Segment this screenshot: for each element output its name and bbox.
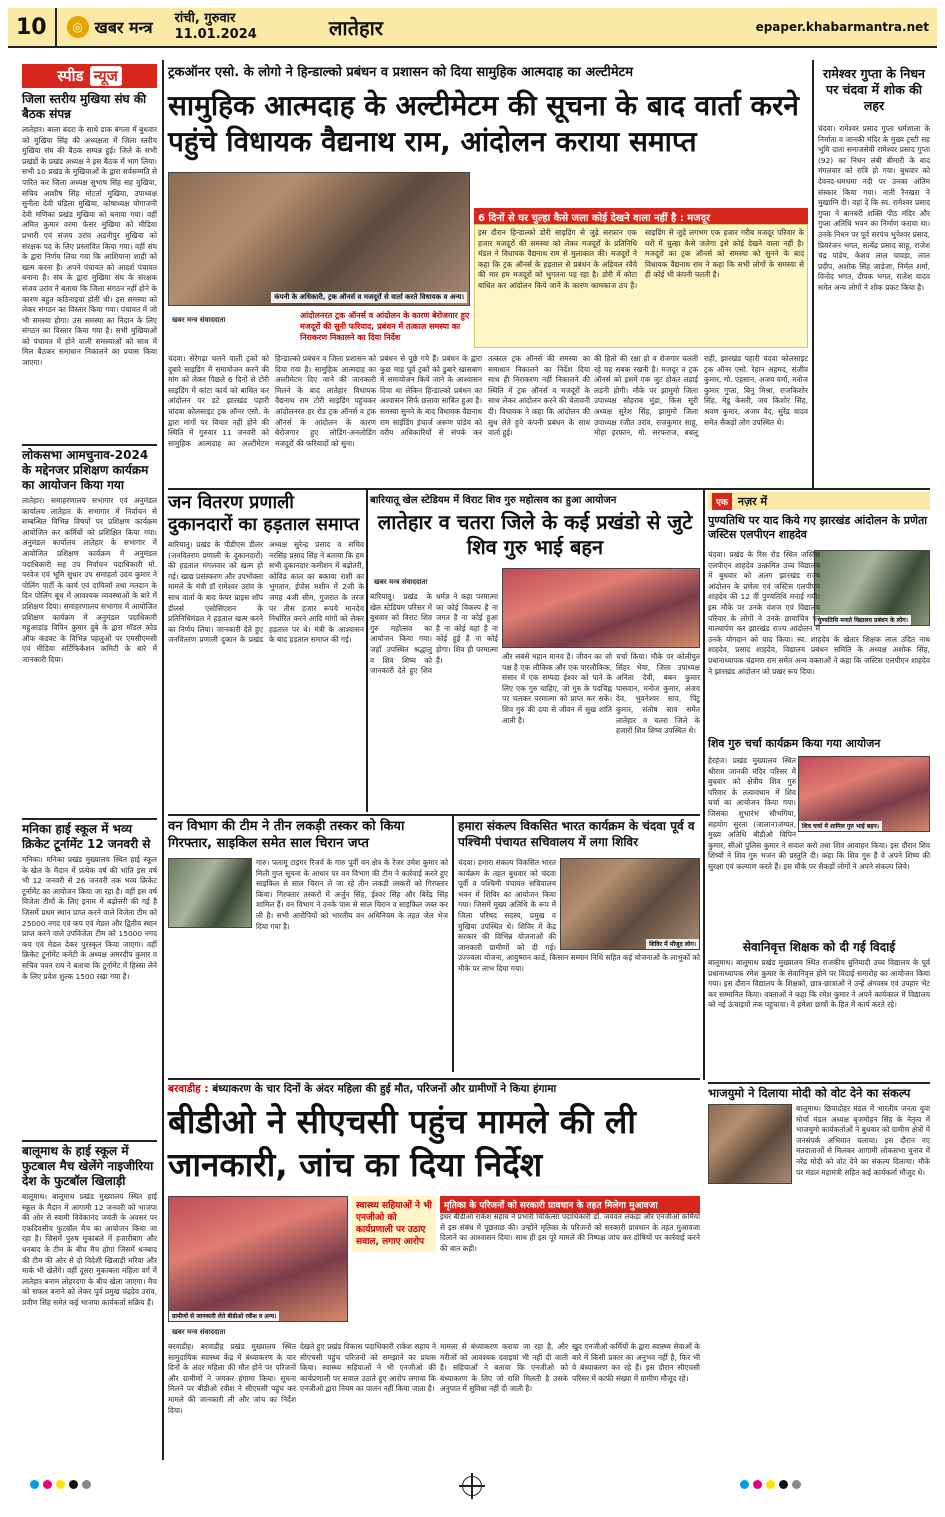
van-vibhag-headline: वन विभाग की टीम ने तीन लकड़ी तस्कर को किया गिरफ्तार, साइकिल समेत साल चिरान जप्त <box>168 819 405 851</box>
issue-date: 11.01.2024 <box>174 27 257 42</box>
right-story-1-caption: पुण्यतिथि मनाते विद्यालय प्रबंधन के लोग। <box>815 615 911 625</box>
bdo-body-3: इधर बीडीओ राकेश सहाय ने प्रभारी चिकित्सा पदाधिकारी डॉ. जयवंत लकड़ा और एनजीओ कर्मियों से इस संबंध में पूछताछ की। उन्होंने मृतिका के परिजनों को सरकारी प्रावधान के तहत मुआवजा दिलाने का आश्वासन दिया। साथ ही इस पूरे मामले की निष्पक्ष जांच कर दोषियों पर कार्रवाई करने की बात कही। <box>440 1212 700 1253</box>
right-story-3-body: बालूमाथ। बालूमाथ प्रखंड मुख्यालय स्थित राजकीय बुनियादी उच्च विद्यालय के पूर्व प्रधानाध्यापक रमेश कुमार के सेवानिवृत्त होने पर विदाई समारोह का आयोजन किया गया। इस दौरान विद्यालय के शिक्षकों, छात्र-छात्राओं ने उन्हें अंगवस्त्र एवं उपहार भेंट कर सम्मानित किया। वक्ताओं ने कहा कि रमेश कुमार ने अपने कार्यकाल में विद्यालय को नई ऊंचाइयों तक पहुंचाया। वे हमेशा छात्रों के हित में कार्य करते रहे। <box>708 958 930 1010</box>
right-story-1-headline: पुण्यतिथि पर याद किये गए झारखंड आंदोलन के प्रणेता जस्टिस एलपीएन शाहदेव <box>708 514 928 541</box>
registration-dot <box>56 1480 65 1489</box>
left-story-3-body: मनिका। मनिका प्रखंड मुख्यालय स्थित हाई स्कूल के खेल के मैदान में प्रत्येक वर्ष की भांति इस वर्ष भी 12 जनवरी से 26 जनवरी तक भव्य क्रिकेट टूर्नामेंट का आयोजन किया जा रहा है। वहीं इस वर्ष विजेता टीमों के लिए इनाम में बढ़ोत्तरी की गई है जिसमें प्रथम स्थान प्राप्त करने वाले विजेता टीम को 25000 नगद एवं कप एवं मेडल और द्वितीय स्थान प्राप्त करने वाले उपविजेता टीम को 15000 नगद कप एवं मेडल देकर पुरस्कृत किया जाएगा। वहीं क्रिकेट टूर्नामेंट कमेटी के अध्यक्ष अमरदीप कुमार व सचिव पवन राय ने बताया कि टूर्नामेंट में हिस्सा लेने के लिए प्रवेश शुल्क 1500 रखा गया है। <box>22 855 157 981</box>
van-vibhag-text: गारु। पलामू टाइगर रिजर्व के गारु पूर्वी वन क्षेत्र के रेंजर उमेश कुमार को मिली गुप्त सूचना के आधार पर वन विभाग की टीम ने कार्रवाई करते हुए साइकिल से साल चिरान ले जा रहे तीन लकड़ी तस्करों को गिरफ्तार किया। गिरफ्तार तस्करों में अर्जुन सिंह, ईश्वर सिंह और बिरेंद्र सिंह शामिल हैं। वन विभाग ने उनके पास से साल चिरान व साइकिल जब्त कर ली है। सभी आरोपियों को भारतीय वन अधिनियम के तहत जेल भेज दिया गया है। <box>256 858 448 931</box>
registration-crosshair-icon <box>462 1476 482 1496</box>
bdo-byline: खबर मन्त्र संवाददाता <box>172 1328 226 1336</box>
left-story-2 <box>22 448 157 816</box>
shiv-guru-strap: बारियातू खेल स्टेडियम में विराट शिव गुरु महोत्सव का हुआ आयोजन <box>370 495 617 506</box>
lead-body-3: की हितो की रक्षा हो व रोजगार चलती रहे यह सबक रखनी है। मजदूर व ट्रक ऑनर्स को इसमें एक जुट होकर लड़ाई लड़नी होगी। मौके पर झामुमो जिला उपाध्यक्ष सोहराब मुंडा, किस सूरी अध्यक्ष सुरेश सिंह, झामुमो जिला उपाध्यक्ष रंजीत उरांव, राजकुमार साहू, मोहा इरफान, मो. सरफराज, बबलू राही, झारखंड पहारी चंदवा कोलसाइट ट्रक ऑनर एसो. रेहान अहमद, संजीव कुमार, मो. एहसान, अजय वर्मा, मनोज कुमार गुप्ता, बिनु मिश्रा, राजकिशोर सिंह, मेडू केसरी, जय किशोर सिंह, श्रवण कुमार, अजय वैद, सुरेंद्र यादव समेत सैकड़ों लोग उपस्थित थे। <box>594 354 808 438</box>
jan-vitaran-headline: जन वितरण प्रणाली दुकानदारों का हड़ताल समाप्त <box>168 492 360 535</box>
divider <box>168 814 700 816</box>
shiv-guru-headline: लातेहार व चतरा जिले के कई प्रखंडो से जुटे शिव गुरु भाई बहन <box>377 510 693 559</box>
bdo-body-2: देखते हुए प्रखंड विकास पदाधिकारी राकेश सहाय ने सीएचसी पहुंच परिजनों को समझाने का प्रयास किया। स्वास्थ्य सहियाओं ने भी एनजीओ की कार्यप्रणाली पर सवाल उठाते हुए आरोप लगाया कि एनजीओ द्वारा नियम का पालन नहीं किया जाता है। <box>300 1342 436 1394</box>
lead-sidebar-body: इस दौरान हिन्डाल्को डोरी साइडिंग से जुड़े सरफ़ान एक हजार मजदूरों की समस्या को लेकर मजदूरों के प्रतिनिधि मंडल ने विधायक वैद्यनाथ राम से मुलाकात की। मजदूरों ने कहा कि ट्रक ऑनर्स के हड़ताल से प्रबंधन के अड़ियल रवैये की मार हम मजदूरों को भुगतना पड़ रहा है। डोरी में कोटा बाधित कर आंदोलन किये जाने के कारण कामकाज ठप है। साइडिंग से जुड़े लगभग एक हजार गरीब मजदूर परिवार के घरों में चुल्हा कैसे जलेगा इसे कोई देखने वाला नहीं है। मजदूरों का ट्रक ऑनर्स को समस्या को सुनने के बाद विधायक वैद्यनाथ राम ने कहा कि सभी लोगों के समस्या से ही कोई भी कंपनी चलती है। <box>478 228 804 290</box>
lead-body-2: प्रबंधन से पूछे गये हैं। प्रबंधन के द्वारा कुछ माह पूर्व ट्रकों को डुबारे खासबाग में समायोजन किये जाने के आश्वासन दिया था लेकिन हिन्डाल्को प्रबंधन का अश्वासन सिर्फ छलावा साबित हुआ है। समस्या सुनने के बाद विधायक वैद्यनाथ राम साईडिंग इंचार्ज अरूण पांडेय को वरीय अधिकारियों से संपर्क कर तत्काल ट्रक ऑनर्स की समस्या का समाधान निकालने का निर्देश दिया साथ ही निराकरण नहीं निकालने की स्थिति में ट्रक ऑनर्स व मजदूरों के साथ लेकर आंदोलन करने की चेतावनी दी। विधायक ने कहा कि आंदोलन की सुध लेते हुये कंपनी प्रबंधन के साथ वार्ता हुई। <box>380 354 590 438</box>
column-rule <box>812 60 814 490</box>
section-title: लातेहार <box>328 15 383 40</box>
speed-news-label-a: स्पीड <box>57 67 84 85</box>
spacer <box>168 858 256 930</box>
shiv-guru-byline: खबर मन्त्र संवाददाता <box>374 578 428 586</box>
shiv-guru-photo <box>502 568 700 648</box>
left-story-3 <box>22 822 157 1140</box>
right-story-4-headline: भाजयुमो ने दिलाया मोदी को वोट देने का संकल्प <box>708 1086 911 1100</box>
divider <box>22 1140 157 1142</box>
lead-quote: आंदोलनरत ट्रक ऑनर्स व आंदोलन के कारण बेरोजगार हुए मजदूरों की सुनी फरियाद, प्रबंधन में तत्काल समस्या का निराकरण निकालने का दिया निर्देश <box>300 311 470 342</box>
lead-sidebar-box <box>474 224 808 348</box>
obit-headline: रामेश्वर गुप्ता के निधन पर चंदवा में शोक की लहर <box>823 66 925 113</box>
lead-photo <box>168 172 470 306</box>
lead-sidebar-headline: 6 दिनों से घर चुल्हा कैसे जला कोई देखने वाला नहीं है : मजदूर <box>474 208 808 226</box>
right-story-4-body <box>708 1104 930 1460</box>
column-rule <box>162 60 164 1460</box>
registration-dot <box>740 1480 749 1489</box>
bdo-strap-text: बंध्याकरण के चार दिनों के अंदर महिला की हुई मौत, परिजनों और ग्रामीणों ने किया हंगामा <box>212 1083 557 1095</box>
spacer <box>556 858 700 952</box>
bdo-body-1: बरवाडीह। बरवाडीह प्रखंड मुख्यालय स्थित सामुदायिक स्वास्थ्य केंद्र में बंध्याकरण के चार दिनों के अंदर महिला की मौत होने पर परिजनों और ग्रामीणों ने जमकर हंगामा किया। सूचना मिलने पर बीडीओ रवीश ने सीएचसी पहुंच कर मामले की जानकारी ली और जांच का निर्देश दिया। <box>168 1342 296 1415</box>
left-story-2-headline: लोकसभा आमचुनाव-2024 के मद्देनजर प्रशिक्षण कार्यक्रम का आयोजन किया गया <box>22 448 149 492</box>
divider <box>708 1082 930 1084</box>
lead-byline: खबर मन्त्र संवाददाता <box>172 316 226 324</box>
shiv-guru-body-1: बारियातू। प्रखंड के खेल स्टेडियम परिसर में बुधवार को विराट शिव गुरु महोत्सव का आयोजन किया गया। जहाँ उपस्थित श्रद्धालु व शिव शिष्य को जानकारी देते हुए शिव धर्मज्ञ ने कहा परमात्मा का कोई विकल्प है ना जगत है ना कोई हुआ है ना कोई यहां है ना कोई हुई है ना कोई होगा। शिव ही परमात्मा हैं। <box>370 592 498 676</box>
epaper-url[interactable]: epaper.khabarmantra.net <box>755 20 929 34</box>
ek-nazar-title: नज़र में <box>737 494 768 508</box>
column-rule <box>452 816 454 1072</box>
right-story-2-text: हेरहंज। प्रखंड मुख्यालय स्थित श्रीराम जानकी मंदिर परिसर में बुधवार को क्षेत्रीय शिव गुरु परिवार के तत्वावधान में शिव चर्चा का आयोजन किया गया। जिसका शुभारंभ सौभगिया, सहयोग सुरता (जालान)जंग्यत, मुख्य अतिथि बीडीओ विपिन कुमार, सीओ पुलिस कुमार ने सवाल करो तथा शिव आवाहन किया। इस दौरान शिव शिष्यों ने शिव गुरु भजन की प्रस्तुति दी। कहा कि शिव गुरु हैं वे अपने शिष्य की सुरक्षा एवं कल्याण करते हैं। इस मौके पर सैकड़ों लोगों ने अपने संकल्प लिये। <box>708 756 930 871</box>
registration-marks-left <box>30 1480 91 1489</box>
right-story-2-body <box>708 756 930 936</box>
registration-dot <box>69 1480 78 1489</box>
right-story-2-headline: शिव गुरु चर्चा कार्यक्रम किया गया आयोजन <box>708 737 881 750</box>
spacer <box>708 1104 796 1186</box>
bdo-headline: बीडीओ ने सीएचसी पहुंच मामले की ली जानकारी, जांच का दिया निर्देश <box>168 1102 636 1184</box>
shiv-guru-body-2: और सबसे महान मानव है। जीवन का जो पक्ष है एक लौकिक और एक पारलौकिक, संसार में एक सम्पदा ईश्वर को पाने के लिए एक गुरु चाहिए, जो गुरु के पदचिह्न पर चलकर परमात्मा को प्राप्त कर सके। शिव गुरु की दया से जीवन में सुख शांति आती है। <box>502 652 612 725</box>
registration-dot <box>766 1480 775 1489</box>
bdo-photo-caption: ग्रामीणों से जानकारी लेते बीडीओ रवीश व अन्य। <box>169 1311 279 1321</box>
lead-strap: ट्रकऑनर एसो. के लोगो ने हिन्डाल्को प्रबंधन व प्रशासन को दिया सामुहिक आत्मदाह का अल्टीमेटम <box>168 65 633 80</box>
van-vibhag-body <box>168 858 448 1068</box>
divider <box>22 818 157 820</box>
left-story-3-headline: मनिका हाई स्कूल में भव्य क्रिकेट टूर्नामेंट 12 जनवरी से <box>22 822 151 851</box>
divider <box>168 1078 700 1080</box>
logo-icon: ◎ <box>67 16 89 38</box>
divider <box>168 488 930 490</box>
registration-dot <box>82 1480 91 1489</box>
divider <box>22 444 157 446</box>
ek-nazar-tag: एक <box>712 493 732 510</box>
lead-photo-caption: कंपनी के अधिकारी, ट्रक ऑनर्स व मजदूरों से वार्ता करते विधायक व अन्य। <box>271 292 467 303</box>
right-story-3-headline: सेवानिवृत्त शिक्षक को दी गई विदाई <box>742 940 896 954</box>
bdo-strap <box>168 1082 700 1096</box>
column-rule <box>366 490 368 812</box>
shiv-guru-body-3: चर्चा किया। मौके पर कोलीयुत सिंहर भेया, जिला उपाध्यक्ष अनिता देवी, बबन कुमार पासवान, मनोज कुमार, अंजय देव, भुवनेश्वर साव, पिंटू कुमार, संतोष साव समेत लातेहार व चतरा जिले के हजारों शिव शिष्य उपस्थित थे। <box>616 652 700 736</box>
logo <box>57 16 163 38</box>
bdo-quote: स्वास्थ्य सहियाओं ने भी एनजीओ को कार्यप्रणाली पर उठाए सवाल, लगाए आरोप <box>352 1196 436 1252</box>
spacer <box>796 756 930 836</box>
speed-news-header <box>22 64 157 88</box>
lead-body-1: चंदवा। सेरेगढ़ा चलने वाली ट्रकों को दुबारे साइडिंग में समायोजन करने की मांग को लेकर पिछले 6 दिनों से टोरी साइडिंग में कांटा कार्य को बाधित कर आंदोलन पर डटे झारखंड पहारी चांदवा कोलसाइट ट्रक ऑनर एसो. के द्वारा मांगों पर विचार नहीं होने की स्थिति में गुरुवार 11 जनवरी को सामुहिक आत्मदाह का अल्टीमेटम हिन्डाल्को प्रबंधन व जिला प्रशासन को दिया गया है। सामुहिक आत्मदाह का अल्टीमेटम दिए जाने की जानकारी मिलने के बाद लातेहार विधायक वैद्यनाथ राम टोरी साइडिंग पहुंचकर आंदोलनरत हर रोड ट्रक ऑनर्स व ट्रक ऑनर्स के आंदोलन के कारण बेरोजगार हुए लोडिंग-अनलोडिंग मजदूरों की फरियादों को सुना। <box>168 354 376 448</box>
right-story-2-caption: शिव चर्चा में शामिल गुरु भाई बहन। <box>799 821 882 831</box>
left-story-4 <box>22 1144 157 1487</box>
right-story-1-text: चंदवा। प्रखंड के रिस रोड स्थित जस्टिस एलपीएन शाहदेव उत्क्रमित उच्च विद्यालय में बुधवार को अलग झारखंड राज्य आंदोलन के प्रणेता एवं जस्टिस एलपीएन शाहदेव की 12 वीं पुण्यतिथि मनाई गयी। इस मौके पर उनके वंशज एवं विद्यालय परिवार के लोगों ने उनके छायाचित्र पर माल्यार्पण कर झारखंड राज्य आंदोलन में उनके योगदान को याद किया। स्व. शाहदेव के खेतार शिक्षक लाल उदित नाथ शाहदेव, प्रसाद शाहदेव, विद्यालय प्रबंधन समिति के अध्यक्ष अशोक सिंह, प्रधानाध्यापक चंद्रमण राम समेत अन्य वक्ताओं ने कहा कि जस्टिस एलपीएन शाहदेव ने झारखंड आंदोलन को प्रखर रूप दिया। <box>708 550 930 676</box>
page-number: 10 <box>8 8 57 46</box>
left-story-2-body: लातेहार। समाहरणालय सभागार एवं अनुमंडल कार्यालय लातेहार के सभागार में निर्वाचन से सम्बन्धित विभिन्न विषयों पर प्रशिक्षण कार्यक्रम आयोजित कर कर्मियों को प्रशिक्षित किया गया। अनुमंडल कार्यालय लातेहार के सभागार में आयोजित प्रशिक्षण कार्यक्रम में अनुमंडल पदाधिकारी सह उप निर्वाचन पदाधिकारी मो. परवेज एवं भूमि सुधार उप समाहर्ता उदय कुमार ने पोलिंग पार्टी के कार्य एवं दायित्वों तथा मतदान के दिन पोलिंग बूथ में आवश्यक व्यवस्थाओं के बारे में प्रशिक्षण दिया। समाहरणालय सभागार में आयोजित प्रशिक्षण कार्यक्रम में अनुमंडल पदाधिकारी महुआडांड़ विपिन कुमार दुबे के द्वारा मॉडल कोड ऑफ कंडक्ट के विभिन्न पहलुओं पर एमसीएमसी एवं मीडिया सर्टिफिकेशन कमिटी के बारे में जानकारी दिया। <box>22 496 157 664</box>
registration-marks-right <box>740 1480 801 1489</box>
left-story-4-headline: बालूमाथ के हाई स्कूल में फुटबाल मैच खेलेंगे नाइजीरिया देश के फुटबॉल खिलाड़ी <box>22 1144 154 1188</box>
sankalp-headline: हमारा संकल्प विकसित भारत कार्यक्रम के चंदवा पूर्व व पश्चिमी पंचायत सचिवालय में लगा शिविर <box>458 819 695 849</box>
right-story-4-text: बालूमाथ। छिपादोहर मंडल में भारतीय जनता युवा मोर्चा मंडल अध्यक्ष बृजमोहन सिंह के नेतृत्व में भाजयुमो कार्यकर्ताओं ने बुधवार को ग्रामीण क्षेत्रों में जनसंपर्क अभियान चलाया। इस दौरान नए मतदाताओं से मिलकर आगामी लोकसभा चुनाव में नरेंद्र मोदी को वोट देने का संकल्प दिलाया। मौके पर मंडल महामंत्री सहित कई कार्यकर्ता मौजूद थे। <box>796 1104 930 1177</box>
dateline <box>163 11 269 43</box>
spacer <box>820 550 930 630</box>
jan-vitaran-body: बारियातू। प्रखंड के पीडीएस डीलर (जनवितरण प्रणाली के दुकानदारों) की हड़ताल मंगलवार को खत्म हो गई। खाद्य प्रसंस्करण और उपभोक्ता मामले के मंत्री डॉ रामेश्वर उरांव के साथ वार्ता के बाद फेयर प्राइस शॉप डीलर्स एसोसिएशन के प्रतिनिधिमंडल ने हड़ताल खत्म करने का निर्णय लिया। जानकारी देते हुए जनवितरण प्रणाली दुकान के प्रखंड अध्यक्ष सुरेन्द्र प्रसाद व सचिव नरसिंह प्रसाद सिंह ने बताया कि हम सभी दुकानदार कमीशन में बढ़ोतरी, कोविड काल का बकाया राशी का भुगतान, ईपोस मशीन में 2जी के जगह 4जी सीम, गुजरात के तरज पर तीस हजार रूपये मानदेय निर्धारित करने आदि मांगों को लेकर हड़ताल पर थे। मंत्री के आश्वासन के बाद हड़ताल समाप्त की गई। <box>168 540 364 645</box>
left-story-4-body: बालूमाथ। बालूमाथ प्रखंड मुख्यालय स्थित हाई स्कूल के मैदान में आगामी 12 जनवरी को भाजपा की ओर से स्वामी विवेकानंद जयंती के अवसर पर एकदिवसीय फुटबॉल मैच का आयोजन किया जा रहा है। जिसमें पुरुष मुकाबले में हजारीबाग और धनबाद के टीम के बीच मैच होगा जिसमें धनबाद की टीम की ओर से दो विदेशी खिलाड़ी मरिया और मार्क भी खेलेंगे। वहीं दूसरा मुकाबला महिला वर्ग में लातेहार बनाम लोहरदगा के बीच खेला जाएगा। मैच को सफल बनाने को लेकर पूर्व प्रमुख चंद्रदेव उरांव, प्रवीण सिंह समेत कई भाजपा कार्यकर्ता सक्रिय हैं। <box>22 1192 157 1307</box>
bdo-body-4: मामला से बंध्याकरण कराया जा रहा है, और मरीजों को आवश्यक दवाइयां भी नहीं दी जाती है। सहियाओं ने बताया कि एनजीओ को बंध्याकरण के लिए जो राशि मिलती है उसके अनुपात में सुविधा नहीं दी जाती है। <box>440 1342 568 1394</box>
ek-nazar-header <box>708 492 930 510</box>
left-story-1-headline: जिला स्तरीय मुखिया संघ की बैठक संपन्न <box>22 92 147 121</box>
sankalp-body <box>458 858 700 1068</box>
obit-body: चंदवा। रामेश्वर प्रसाद गुप्ता धर्मशाला के निर्माता व जानकी मंदिर के मुख्य ट्रस्टी सह भूमि दाता समाजसेवी रामेश्वर प्रसाद गुप्ता (92) का निधन लंबी बीमारी के बाद मंगलवार को रात्रि हो गया। बुधवार को देवनद-धमधमा नदी पर उनका अंतिम संस्कार किया गया। नाती रैनखरा ने मुखाग्नि दी। वहां दें कि स्व. रामेश्वर प्रसाद गुप्ता ने बानबरी शक्ति पीठ मंदिर और गुप्ता अतिथि भवन का निर्माण कराया था। उनके निधन पर पूर्व सरपंच भुनेश्वर प्रसाद, प्रियरंजन भगत, सत्येंद्र प्रसाद साहू, राजेश चंद्र पांडेय, केशव लाल चावड़ा, लाल प्रदीप, अशोक सिंह जाड़ेजा, निर्मल शर्मा, विनोद भगत, दीपक भगत, राजेश यादव समेत अन्य लोगों ने शोक प्रकट किया है। <box>818 124 930 292</box>
left-story-1-body: लातेहार। बाला बंदरा के साथे डाक बंगला में बुधवार को मुखिया सिंह की अध्यक्षता में जिला स्तरीय मुखिया संघ की बैठक सम्पन्न हुई। जिले के सभी प्रखंडों के प्रखंड अध्यक्ष ने इस बैठक में भाग लिया। सभी 10 प्रखंड के मुखियाओं के द्वारा सर्वसम्मति से पारित कर जिला अध्यक्ष सुभाष सिंह सह मुखिया, सचिव आशीष सिंह मोटर्ता मुखिया, उपाध्यक्ष सुनीता देवी चंडिला मुखिया, कोषाध्यक्ष योगाजनी देवी मणिका प्रखंड मुखिया को बनाया गया। वहीं अमित कुमार वरमा फेसर मुखिया को मीडिया प्रभारी एवं संजय उरांव अडनीपुर मुखिया को संरक्षक पद के लिए प्रस्तावित किया गया। वहीं संघ के द्वारा निर्णय लिया गया कि आशियाना शाही को खत्म करना है। अपने पंचायत को आदर्श पंचायत बनाना है। संघ के द्वारा मुखिया संघ के संरक्षक संजय उरांव ने बताया कि जिला संगठन नहीं होने के कारण बहुत कठिनाइयां होती थी। इस समस्या को लेकर संगठन का विस्तार किया गया। पंचायत में जो भी समस्या होगा। उस समस्या का निदान के लिए संगठन का विस्तार किया गया है। सभी मुखियाओं को पंचायत में होने वाली समस्याओं को साथ में मिल बैठकर समाधान निकालने का प्रयास किया जाएगा। <box>22 125 157 368</box>
place-day: रांची, गुरुवार <box>174 11 236 26</box>
sankalp-text: चंदवा। हमारा संकल्प विकसित भारत कार्यक्रम के तहत बुधवार को चंदवा पूर्वी व पश्चिमी पंचायत सचिवालय भवन में शिविर का आयोजन किया गया। जिसमें मुख्य अतिथि के रूप में जिला परिषद सदस्य, प्रमुख व मुखिया उपस्थित थे। शिविर में केंद्र सरकार की विभिन्न योजनाओं की जानकारी ग्रामीणों को दी गई। उज्ज्वला योजना, आयुष्मान कार्ड, किसान सम्मान निधि सहित कई योजनाओं के लाभुकों को मौके पर लाभ दिया गया। <box>458 858 700 973</box>
right-story-1-body <box>708 550 930 732</box>
registration-dot <box>30 1480 39 1489</box>
bdo-photo <box>168 1196 348 1322</box>
registration-dot <box>779 1480 788 1489</box>
speed-news-label-b: न्यूज <box>90 66 122 86</box>
sankalp-caption: शिविर में मौजूद लोग। <box>646 939 699 949</box>
left-story-1 <box>22 92 157 447</box>
bdo-sub-headline: मृतिका के परिजनों को सरकारी प्रावधान के तहत मिलेगा मुआवजा <box>440 1196 700 1213</box>
registration-dot <box>753 1480 762 1489</box>
registration-dot <box>43 1480 52 1489</box>
masthead <box>8 8 937 48</box>
registration-dot <box>792 1480 801 1489</box>
logo-text: खबर मन्त्र <box>94 18 153 37</box>
bdo-body-5: खुद एनजीओ कर्मियों के द्वारा स्वास्थ्य सेवाओं के बारे में किसी प्रकार का अनुभव नहीं है, फिर भी वे बंध्याकरण कर रहे हैं। इस दौरान सीएचसी परिसर में काफी संख्या में ग्रामीण मौजूद रहे। <box>572 1342 700 1383</box>
lead-headline: सामुहिक आत्मदाह के अल्टीमेटम की सूचना के बाद वार्ता करने पहुंचे विधायक वैद्यनाथ राम, आंदोलन कराया समाप्त <box>168 89 799 158</box>
column-rule <box>703 490 705 1080</box>
bdo-strap-place: बरवाडीह : <box>168 1083 209 1095</box>
